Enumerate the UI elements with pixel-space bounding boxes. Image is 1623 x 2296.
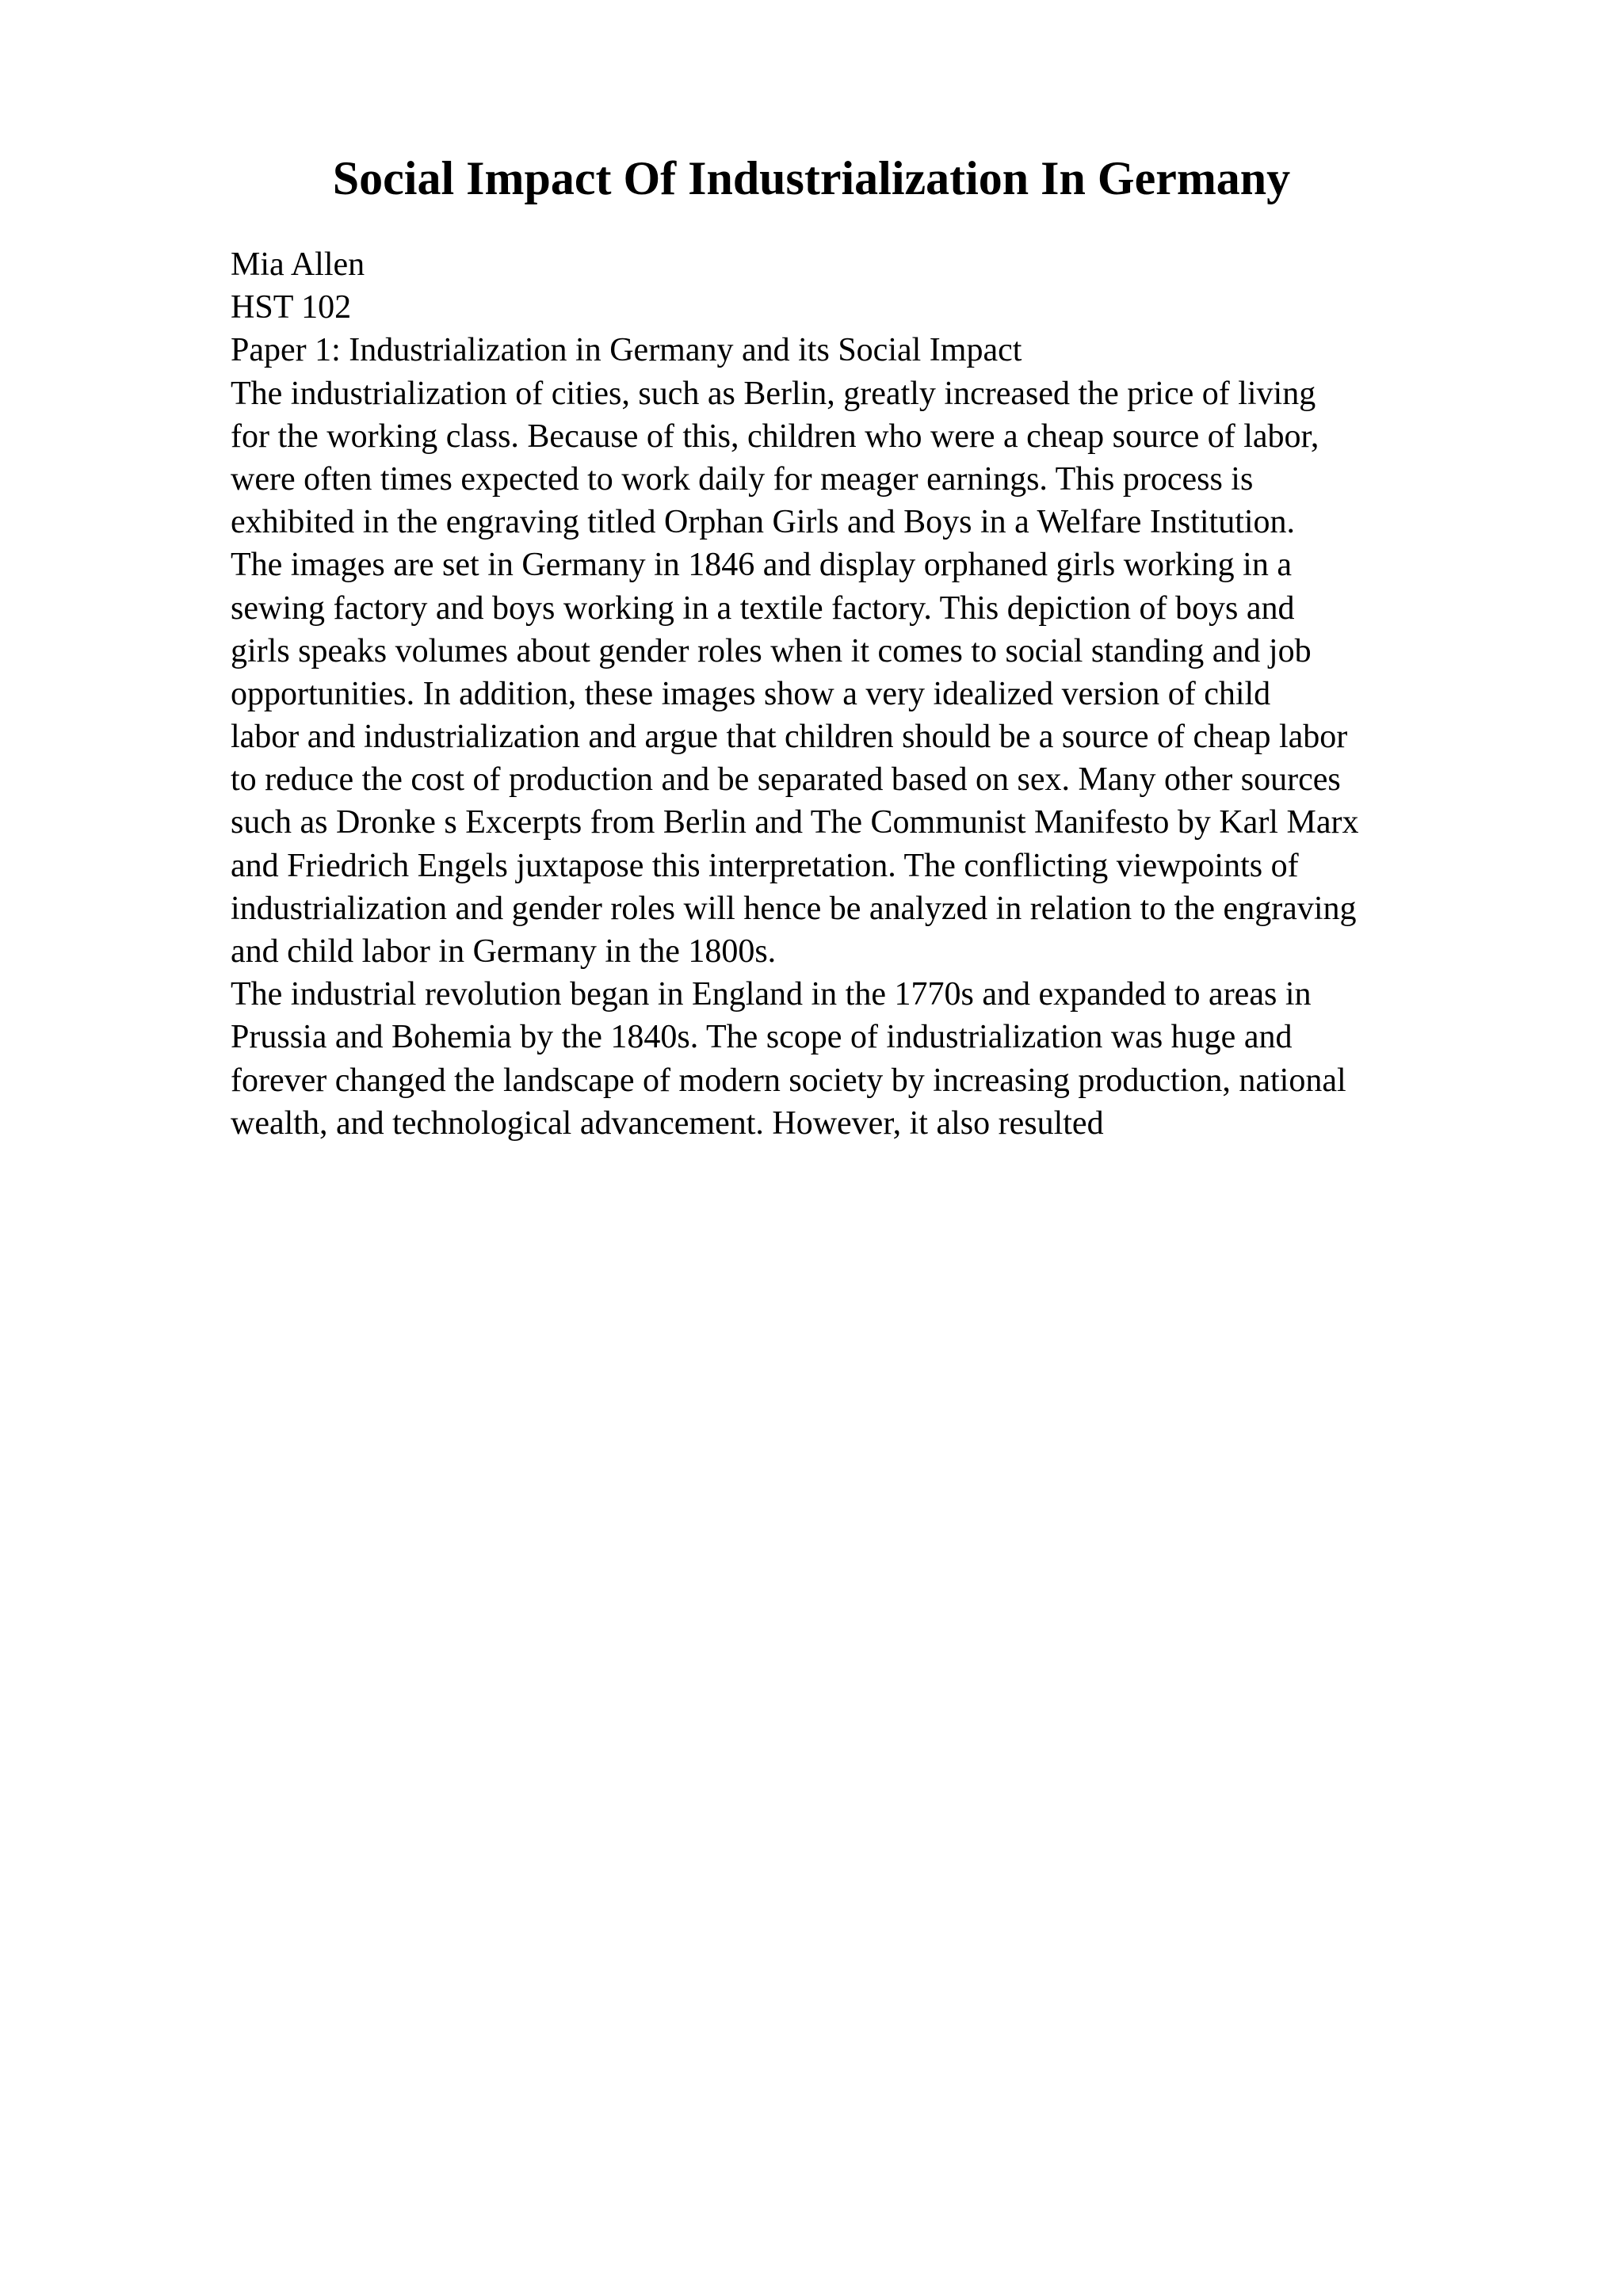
paragraph-line: The industrial revolution began in England in the 1770s and expanded to areas in: [231, 976, 1312, 1013]
paragraph-line: opportunities. In addition, these images show a very idealized version of child: [231, 675, 1271, 712]
paragraph-line: The images are set in Germany in 1846 and display orphaned girls working in a: [231, 547, 1292, 584]
paragraph-line: for the working class. Because of this, children who were a cheap source of labor,: [231, 418, 1319, 455]
course-code: HST 102: [231, 289, 352, 326]
paragraph-line: Prussia and Bohemia by the 1840s. The scope of industrialization was huge and: [231, 1019, 1293, 1056]
paragraph-line: and child labor in Germany in the 1800s.: [231, 933, 777, 970]
paragraph-line: industrialization and gender roles will hence be analyzed in relation to the engraving: [231, 890, 1357, 927]
paragraph-line: to reduce the cost of production and be separated based on sex. Many other sources: [231, 761, 1341, 799]
paragraph-line: sewing factory and boys working in a textile factory. This depiction of boys and: [231, 589, 1295, 627]
paragraph-2: [231, 973, 1514, 1145]
paper-title: Paper 1: Industrialization in Germany and its Social Impact: [231, 332, 1022, 369]
paragraph-line: labor and industrialization and argue that children should be a source of cheap labor: [231, 719, 1348, 756]
paragraph-1: [231, 372, 1514, 974]
paragraph-line: and Friedrich Engels juxtapose this interpretation. The conflicting viewpoints of: [231, 847, 1299, 884]
author-name: Mia Allen: [231, 246, 365, 283]
paragraph-line: exhibited in the engraving titled Orphan Girls and Boys in a Welfare Institution.: [231, 504, 1296, 541]
paragraph-line: forever changed the landscape of modern society by increasing production, national: [231, 1062, 1346, 1099]
document-title: Social Impact Of Industrialization In Germany: [332, 152, 1291, 204]
document-body: [231, 243, 1514, 1145]
paragraph-line: were often times expected to work daily for meager earnings. This process is: [231, 460, 1254, 498]
paragraph-line: wealth, and technological advancement. However, it also resulted: [231, 1104, 1104, 1142]
paragraph-line: such as Dronke s Excerpts from Berlin and The Communist Manifesto by Karl Marx: [231, 804, 1359, 841]
paragraph-line: girls speaks volumes about gender roles when it comes to social standing and job: [231, 632, 1312, 669]
paragraph-line: The industrialization of cities, such as Berlin, greatly increased the price of living: [231, 375, 1316, 412]
